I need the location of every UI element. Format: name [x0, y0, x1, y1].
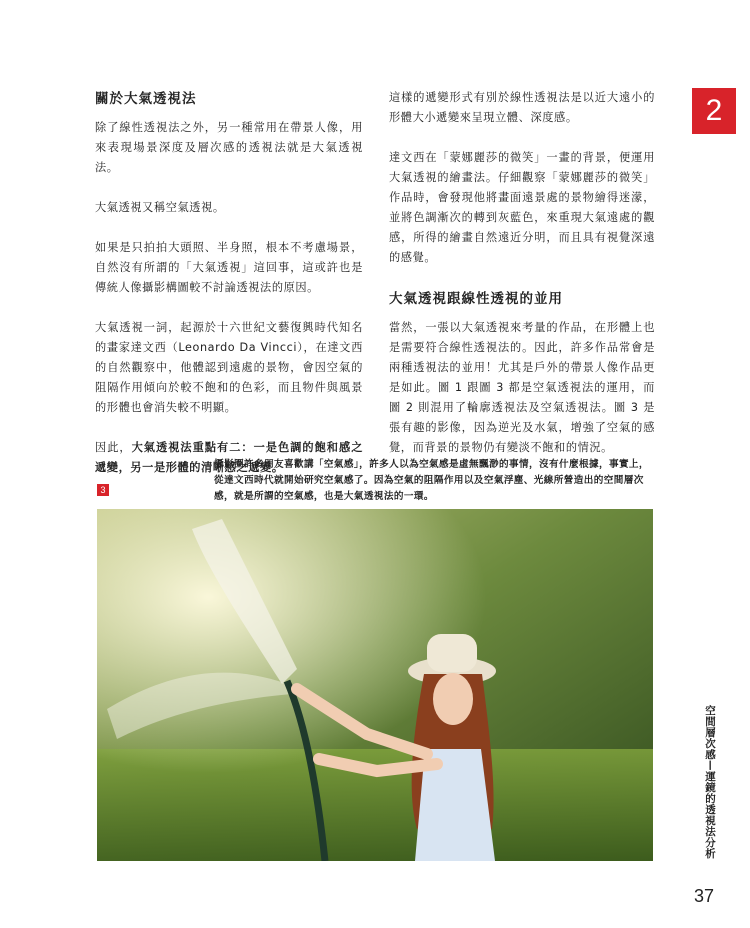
face [433, 673, 473, 725]
paragraph: 如果是只拍拍大頭照、半身照，根本不考慮場景，自然沒有所謂的「大氣透視」這回事，這或許也是傳統人像攝影構圖較不討論透視法的原因。 [95, 241, 363, 294]
hat-crown [427, 634, 477, 672]
figure-photo [97, 509, 653, 861]
right-column [389, 88, 655, 478]
figure-number-badge: 3 [97, 484, 109, 496]
key-points-lead: 因此， [95, 441, 132, 454]
key-points-bold: 大氣透視法重點有二：一是色調的飽和感之遞變，另一是形體的清晰感之遞變。 [95, 441, 363, 474]
paragraph: 大氣透視一詞，起源於十六世紀文藝復興時代知名的畫家達文西（Leonardo Da Vincci），在達文西的自然觀察中，他體認到遠處的景物，會因空氣的阻隔作用傾向於較不飽和的色彩，而且物件與風景的形體也會消失較不明顯。 [95, 321, 363, 414]
paragraph: 達文西在「蒙娜麗莎的微笑」一畫的背景，便運用大氣透視的繪畫法。仔細觀察「蒙娜麗莎的微笑」作品時，會發現他將畫面遠景處的景物繪得迷濛，並將色調漸次的轉到灰藍色，來重現大氣遠處的觀感，所得的繪畫自然遠近分明，而且具有視覺深遠的感覺。 [389, 151, 655, 264]
figure-caption: 攝影圈許多朋友喜歡講「空氣感」，許多人以為空氣感是虛無飄渺的事情，沒有什麼根據，事實上，從達文西時代就開始研究空氣感了。因為空氣的阻隔作用以及空氣浮塵、光線所營造出的空間層次感，就是所謂的空氣感，也是大氣透視法的一環。 [214, 459, 649, 502]
running-side-title: 空間層次感—運鏡的透視法分析 [704, 705, 716, 859]
section-heading-combined: 大氣透視跟線性透視的並用 [389, 291, 563, 307]
paragraph: 除了線性透視法之外，另一種常用在帶景人像，用來表現場景深度及層次感的透視法就是大氣透視法。 [95, 121, 363, 174]
page-number: 37 [694, 886, 715, 906]
chapter-badge: 2 [692, 88, 736, 134]
photo-illustration [97, 509, 653, 861]
paragraph: 當然，一張以大氣透視來考量的作品，在形體上也是需要符合線性透視法的。因此，許多作品常會是兩種透視法的並用！尤其是戶外的帶景人像作品更是如此。圖 1 跟圖 3 都是空氣透視法的運用，而圖 2 則混用了輪廓透視法及空氣透視法。圖 3 是張有趣的影像，因為逆光及水氣，增強了空氣的感覺，而背景的景物仍有變淡不飽和的情況。 [389, 321, 655, 454]
left-column [95, 88, 363, 498]
paragraph: 大氣透視又稱空氣透視。 [95, 201, 225, 214]
paragraph: 這樣的遞變形式有別於線性透視法是以近大遠小的形體大小遞變來呈現立體、深度感。 [389, 91, 655, 124]
section-heading-atmospheric: 關於大氣透視法 [95, 91, 197, 107]
